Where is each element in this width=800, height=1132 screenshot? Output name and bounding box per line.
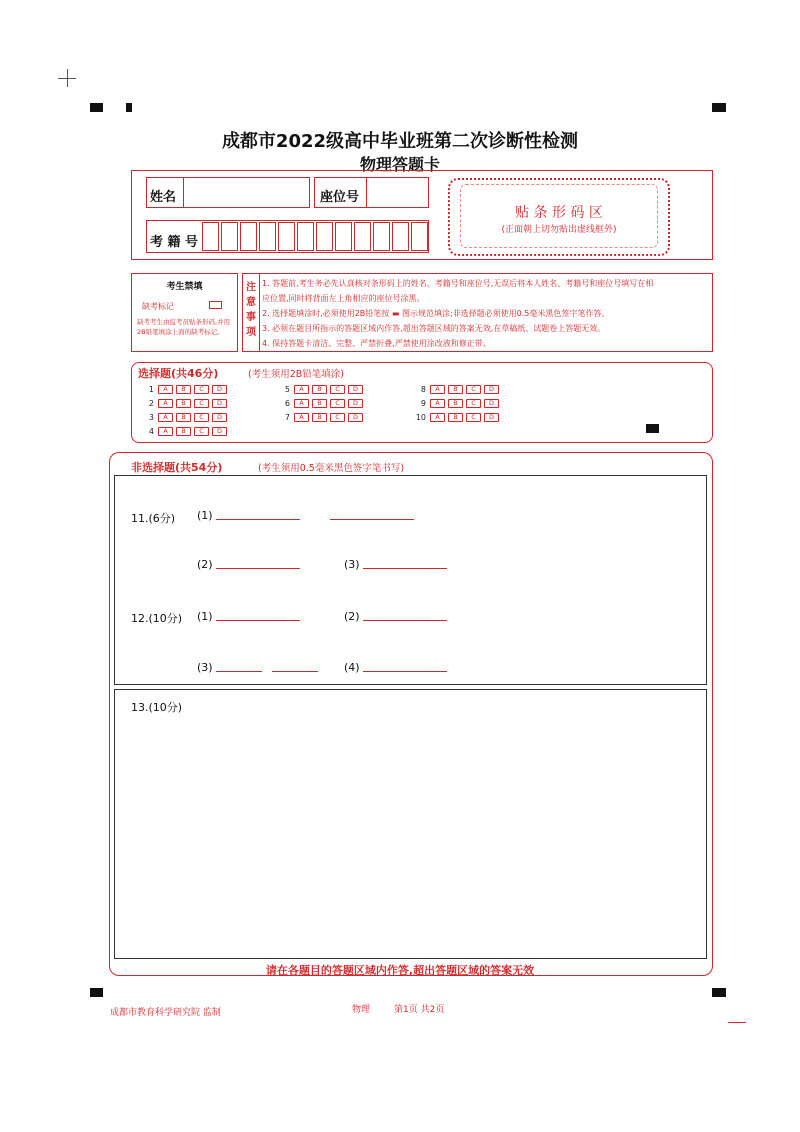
exam-no-digit-cell[interactable] [297,222,314,251]
exam-no-digit-cell[interactable] [240,222,257,251]
note-item: 1. 答题前,考生务必先认真核对条形码上的姓名、考籍号和座位号,无误后将本人姓名、考籍号和座位号填写在相 [262,279,654,288]
choice-question-row [140,411,230,423]
choice-bubble[interactable]: B [176,399,191,408]
notes-side-label: 注 [246,282,256,293]
choice-bubble[interactable]: C [194,385,209,394]
choice-bubble[interactable]: A [158,427,173,436]
choice-bubble[interactable]: D [484,413,499,422]
exam-no-label: 考 籍 号 [150,235,199,250]
choice-bubble[interactable]: D [212,385,227,394]
choice-instruction: (考生须用2B铅笔填涂) [248,369,344,380]
note-item: 4. 保持答题卡清洁、完整、严禁折叠,严禁使用涂改液和修正带。 [262,339,491,348]
choice-bubble[interactable]: C [330,413,345,422]
exam-no-digit-cell[interactable] [202,222,219,251]
notes-list [262,276,710,351]
choice-question-number: 1 [148,384,154,394]
timing-mark [712,103,726,112]
footer-publisher: 成都市教育科学研究院 监制 [110,1008,221,1018]
note-item: 应位置,同时将背面左上角相应的座位号涂黑。 [262,294,425,303]
prohibited-note: 缺考考生由监考员贴条形码,并用2B铅笔填涂上面的缺考标记。 [137,318,231,336]
q12-part-label: (4) [344,661,360,674]
q12-answer-line[interactable] [216,620,300,621]
page-title: 成都市2022级高中毕业班第二次诊断性检测 [221,131,579,152]
barcode-title: 贴 条 形 码 区 [515,205,603,221]
choice-bubble[interactable]: C [194,399,209,408]
choice-question-number: 8 [420,384,426,394]
choice-bubble[interactable]: D [484,399,499,408]
q12-part-label: (1) [197,610,213,623]
q12-part-label: (3) [197,661,213,674]
choice-question-number: 7 [284,412,290,422]
choice-bubble[interactable]: C [194,413,209,422]
q12-answer-line[interactable] [216,671,262,672]
choice-bubble[interactable]: C [194,427,209,436]
q12-answer-line[interactable] [363,671,447,672]
choice-bubble[interactable]: D [212,427,227,436]
choice-bubble[interactable]: C [466,385,481,394]
note-item: 2. 选择题填涂时,必须使用2B铅笔按 ▬ 图示规范填涂;非选择题必须使用0.5毫米黑色签字笔作答。 [262,309,610,318]
q12-answer-line[interactable] [363,620,447,621]
exam-no-digit-cell[interactable] [278,222,295,251]
barcode-note: (正面朝上切勿贴出虚线框外) [501,225,617,235]
corner-tick [728,1022,746,1023]
name-label: 姓名 [150,190,177,205]
q11-answer-line[interactable] [363,568,447,569]
choice-bubble[interactable]: B [176,385,191,394]
q12-part-label: (2) [344,610,360,623]
notes-side-label: 意 [246,297,256,308]
choice-question-row [412,411,502,423]
exam-no-digit-cell[interactable] [259,222,276,251]
q11-answer-line[interactable] [330,519,414,520]
choice-question-row [140,425,230,437]
absent-mark-label: 缺考标记 [142,302,174,311]
exam-no-digit-cell[interactable] [316,222,333,251]
q13-label: 13.(10分) [131,701,183,714]
exam-no-digit-cell[interactable] [373,222,390,251]
choice-bubble[interactable]: D [212,399,227,408]
choice-bubble[interactable]: A [430,399,445,408]
choice-question-number: 9 [420,398,426,408]
choice-bubble[interactable]: B [312,385,327,394]
choice-question-number: 10 [415,412,426,422]
choice-question-row [412,397,502,409]
timing-mark [126,103,132,112]
choice-bubble[interactable]: A [158,413,173,422]
choice-bubble[interactable]: C [466,399,481,408]
seat-label: 座位号 [320,190,360,205]
answer-box-11-12 [114,475,707,685]
seat-field[interactable] [366,177,429,208]
choice-bubble[interactable]: A [430,413,445,422]
q11-part-label: (2) [197,558,213,571]
q11-answer-line[interactable] [216,519,300,520]
exam-no-digit-cell[interactable] [411,222,428,251]
choice-bubble[interactable]: C [330,399,345,408]
choice-question-row [140,383,230,395]
exam-no-digit-cell[interactable] [221,222,238,251]
choice-question-number: 5 [284,384,290,394]
name-row [146,177,310,208]
footer-subject: 物理 [352,1005,371,1015]
choice-bubble[interactable]: B [176,413,191,422]
answer-box-13[interactable] [114,689,707,959]
choice-bubble[interactable]: B [448,385,463,394]
choice-bubble[interactable]: D [212,413,227,422]
choice-question-row [276,397,366,409]
q11-label: 11.(6分) [131,512,176,525]
choice-bubble[interactable]: C [466,413,481,422]
page-subtitle: 物理答题卡 [359,155,440,174]
q11-part-label: (3) [344,558,360,571]
timing-mark [90,988,103,997]
timing-mark [712,988,726,997]
choice-bubble[interactable]: B [176,427,191,436]
choice-bubble[interactable]: C [330,385,345,394]
answer-area-warning: 请在各题目的答题区域内作答,超出答题区域的答案无效 [265,964,535,977]
choice-question-number: 3 [148,412,154,422]
footer-page: 第1页 共2页 [394,1005,445,1015]
q12-answer-line[interactable] [272,671,318,672]
exam-no-digit-cell[interactable] [392,222,409,251]
registration-crosshair [67,69,68,87]
choice-question-number: 4 [148,426,154,436]
choice-question-row [276,383,366,395]
notes-side-label: 项 [246,327,256,338]
note-item: 3. 必须在题目所指示的答题区域内作答,超出答题区域的答案无效,在草稿纸、试题卷上答题无效。 [262,324,606,333]
choice-bubble[interactable]: B [448,413,463,422]
choice-question-number: 2 [148,398,154,408]
choice-question-number: 6 [284,398,290,408]
choice-bubble[interactable]: A [294,385,309,394]
choice-bubble[interactable]: B [448,399,463,408]
absent-mark-checkbox[interactable] [209,301,222,309]
choice-bubble[interactable]: D [348,385,363,394]
choice-bubble[interactable]: A [158,385,173,394]
notes-divider [259,273,260,352]
nonchoice-instruction: (考生须用0.5毫米黑色签字笔书写) [258,463,405,474]
timing-mark [90,103,103,112]
choice-bubble[interactable]: B [312,399,327,408]
q11-part-label: (1) [197,509,213,522]
q11-answer-line[interactable] [216,568,300,569]
q12-label: 12.(10分) [131,612,183,625]
exam-no-digit-cell[interactable] [335,222,352,251]
choice-title: 选择题(共46分) [138,367,219,380]
choice-question-row [276,411,366,423]
choice-bubble[interactable]: A [294,413,309,422]
choice-bubble[interactable]: A [430,385,445,394]
choice-bubble[interactable]: D [348,413,363,422]
choice-bubble[interactable]: D [348,399,363,408]
choice-question-row [412,383,502,395]
notes-side-label: 事 [246,312,256,323]
nonchoice-title: 非选择题(共54分) [131,461,223,474]
choice-bubble[interactable]: D [484,385,499,394]
prohibited-title: 考生禁填 [166,282,203,292]
choice-question-row [140,397,230,409]
choice-bubble[interactable]: B [312,413,327,422]
choice-bubble[interactable]: A [294,399,309,408]
choice-bubble[interactable]: A [158,399,173,408]
exam-no-digit-cell[interactable] [354,222,371,251]
